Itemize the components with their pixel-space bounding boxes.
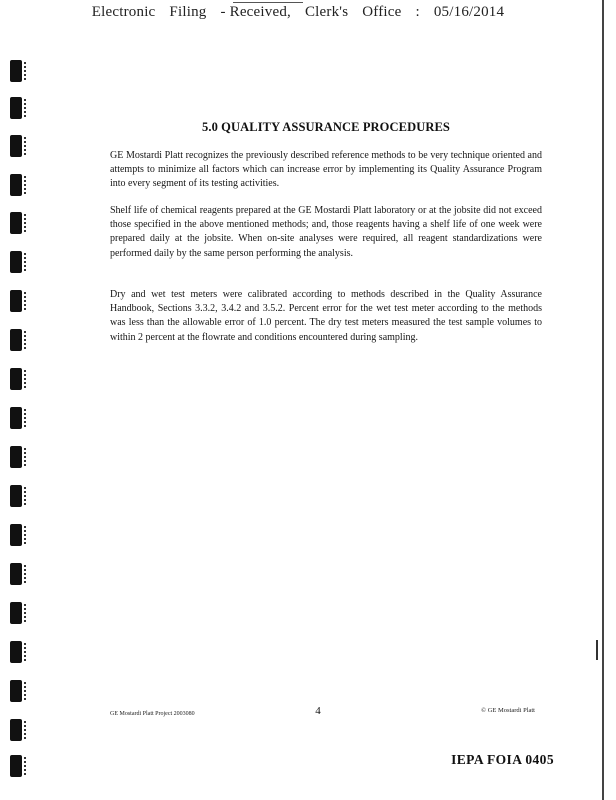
filing-stamp (0, 4, 596, 21)
page-edge (602, 0, 604, 800)
stamp-date: 05/16/2014 (433, 4, 505, 20)
scan-mark (596, 640, 598, 660)
binding-hole (10, 563, 22, 585)
binding-hole (10, 524, 22, 546)
stamp-word: - Received, (220, 4, 291, 20)
stamp-word: : (415, 4, 420, 20)
footer-copyright: © GE Mostardi Platt (481, 707, 535, 714)
paragraph-quality-program: GE Mostardi Platt recognizes the previously described reference methods to be very technique oriented and attempts to minimize all factors which can increase error by implementing its Quality Assurance Program into every segment of its testing activities. (110, 150, 542, 190)
binding-hole (10, 680, 22, 702)
binding-hole (10, 97, 22, 119)
binding-hole (10, 368, 22, 390)
binding-hole (10, 212, 22, 234)
binding-hole (10, 446, 22, 468)
binding-hole (10, 135, 22, 157)
binding-hole (10, 329, 22, 351)
bates-number: IEPA FOIA 0405 (451, 752, 554, 767)
binding-hole (10, 174, 22, 196)
stamp-word: Office (362, 4, 402, 20)
binding-hole (10, 485, 22, 507)
binding-hole (10, 407, 22, 429)
paragraph-reagents: Shelf life of chemical reagents prepared at the GE Mostardi Platt laboratory or at the jobsite did not exceed those specified in the above mentioned methods; and, those reagents having a shelf life of one week were prepared daily at the jobsite. When on-site analyses were required, all reagent standardizations were performed daily by the same person performing the analysis. (110, 205, 542, 259)
binding-hole (10, 251, 22, 273)
binding-hole (10, 755, 22, 777)
binding-hole (10, 602, 22, 624)
binding-hole (10, 719, 22, 741)
binding-holes (6, 50, 36, 790)
section-title: 5.0 QUALITY ASSURANCE PROCEDURES (202, 120, 450, 134)
stamp-overline (233, 2, 303, 3)
footer-project: GE Mostardi Platt Project 2003080 (110, 711, 195, 717)
page-number: 4 (315, 705, 321, 717)
binding-hole (10, 290, 22, 312)
stamp-word: Electronic (91, 4, 156, 20)
paragraph-meters: Dry and wet test meters were calibrated according to methods described in the Quality Assurance Handbook, Sections 3.3.2, 3.4.2 and 3.5.2. Percent error for the wet test meter according to the methods was less than the allowable error of 1.0 percent. The dry test meters measured the test sample volumes to within 2 percent at the flowrate and conditions encountered during sampling. (110, 289, 542, 343)
stamp-word: Filing (169, 4, 207, 20)
binding-hole (10, 641, 22, 663)
stamp-word: Clerk's (304, 4, 349, 20)
binding-hole (10, 60, 22, 82)
